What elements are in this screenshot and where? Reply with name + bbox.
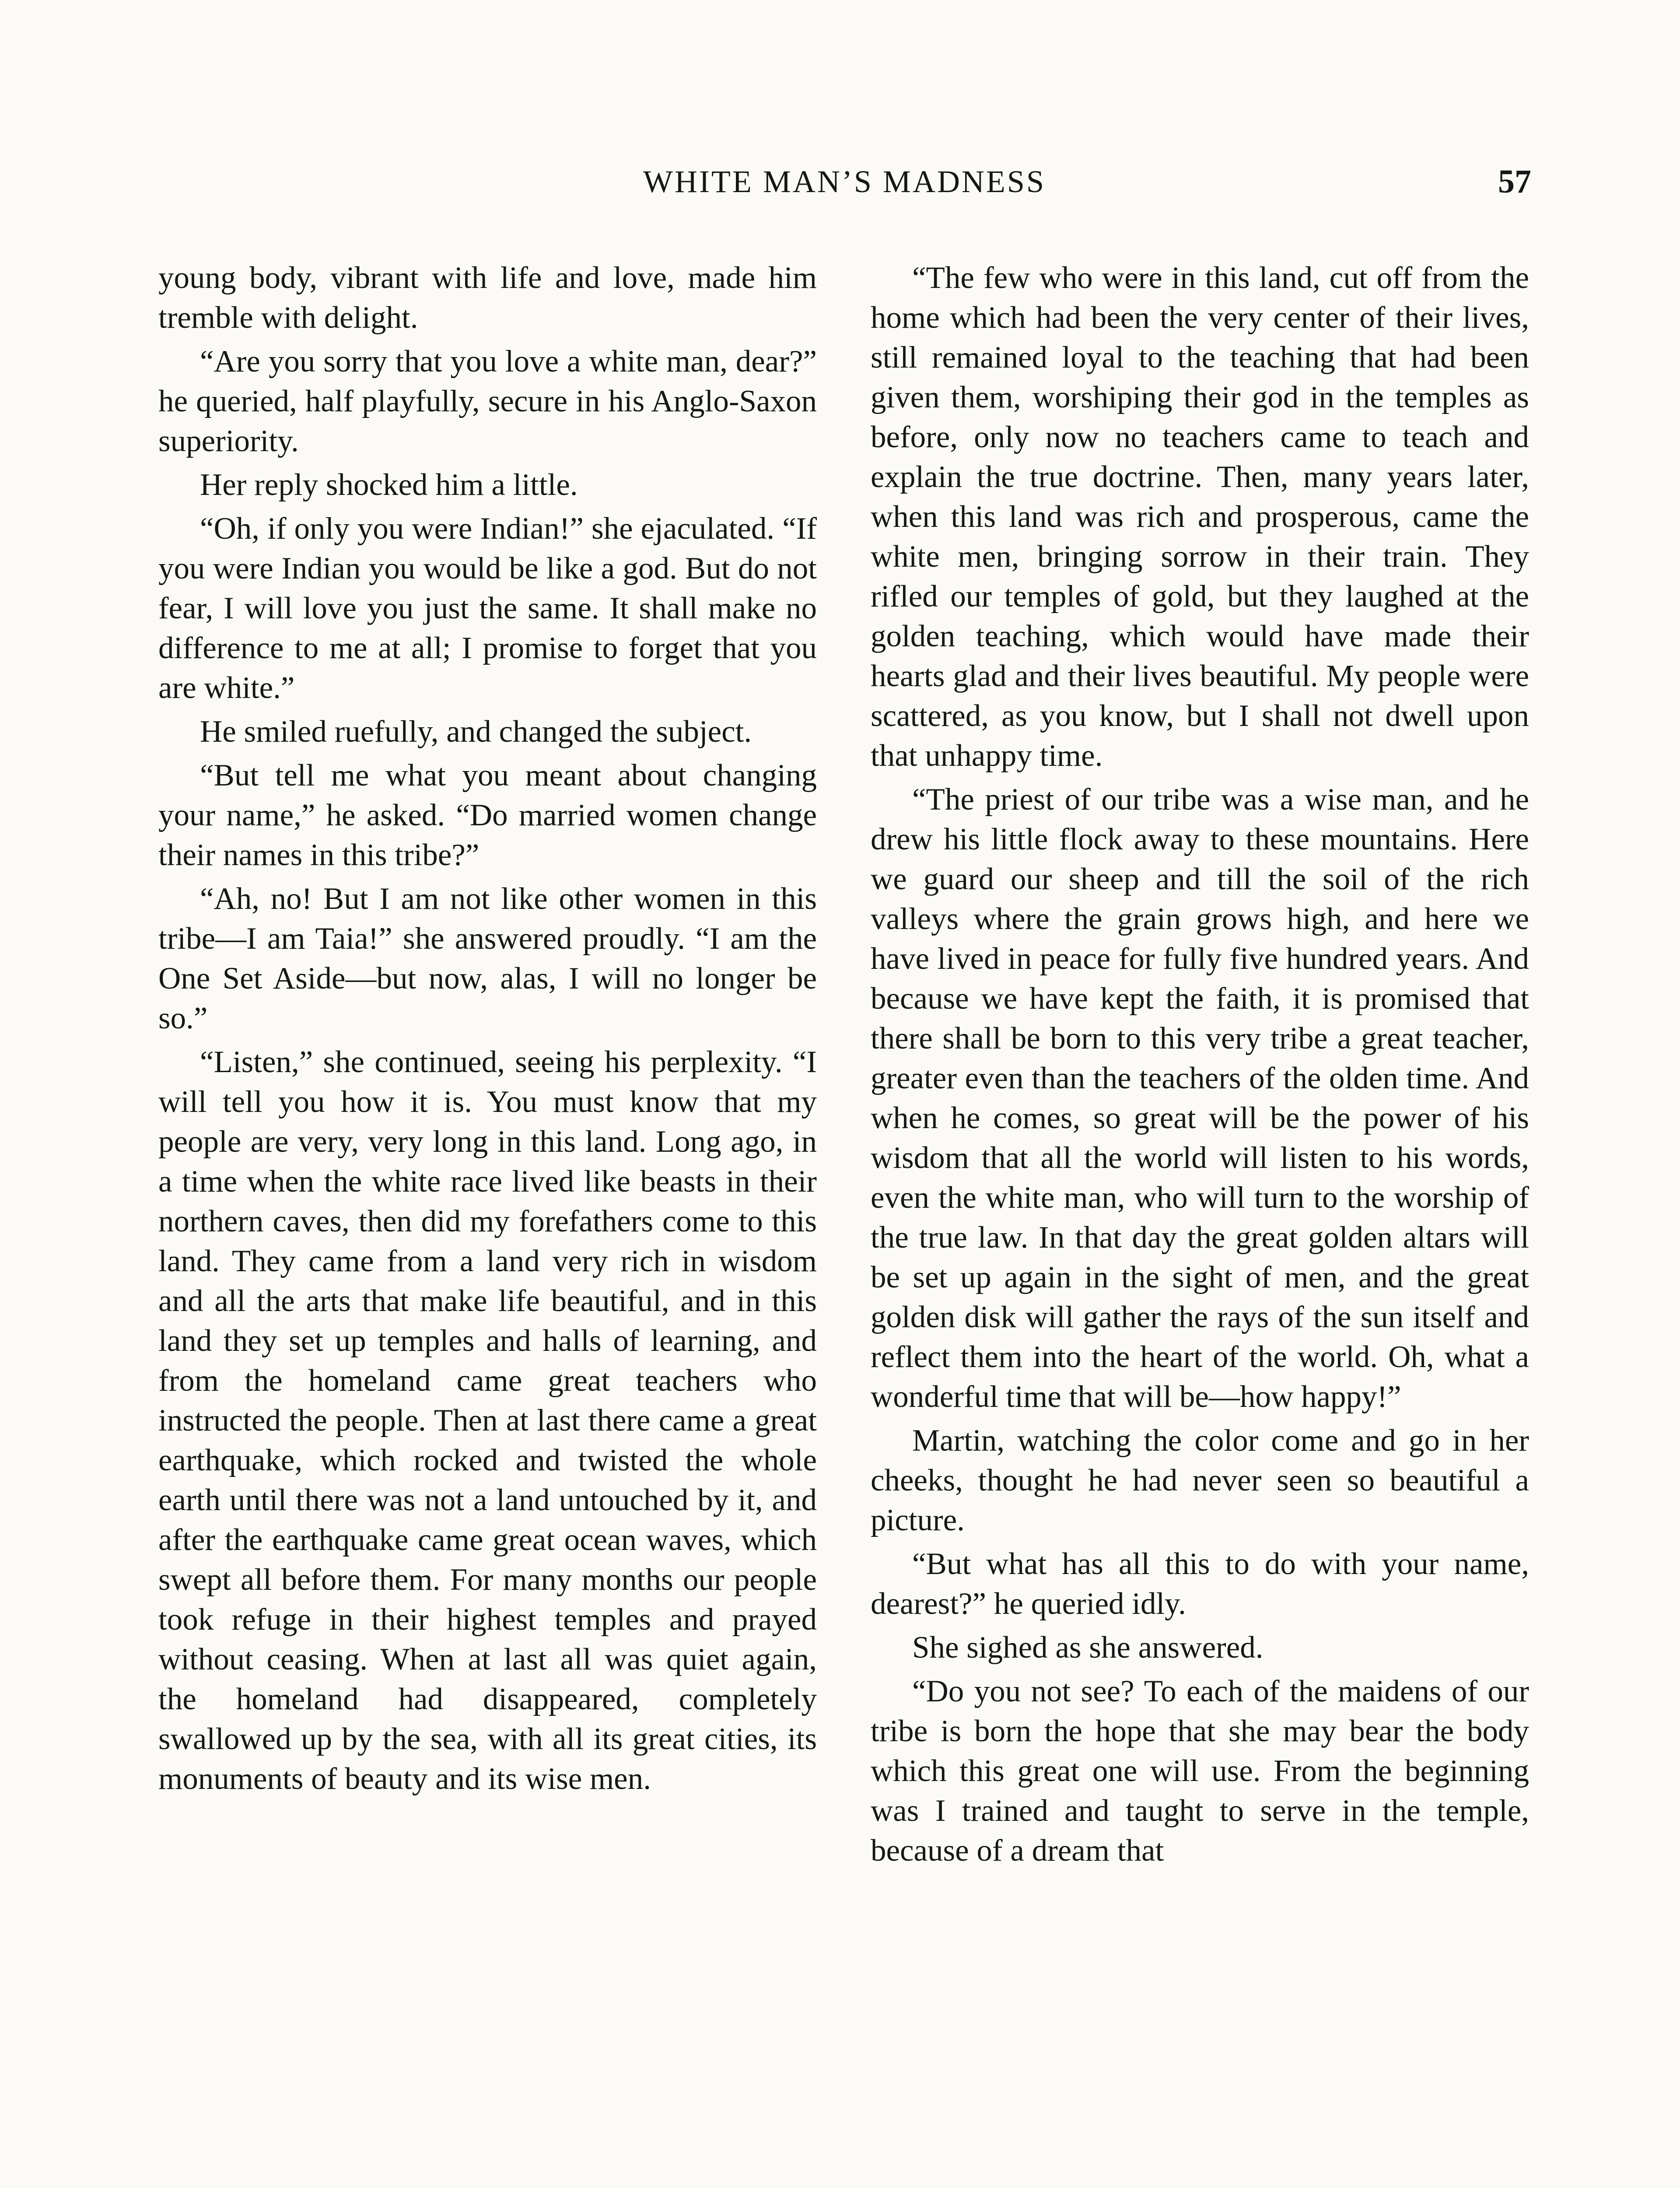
paragraph: “Listen,” she continued, seeing his perplexity. “I will tell you how it is. You must know that my people are very, very long in this land. Long ago, in a time when the white race lived like beasts in their northern caves, then did my forefathers come to this land. They came from a land very rich in wisdom and all the arts that make life beautiful, and in this land they set up temples and halls of learning, and from the homeland came great teachers who instructed the people. Then at last there came a great earthquake, which rocked and twisted the whole earth until there was not a land untouched by it, and after the earthquake came great ocean waves, which swept all before them. For many months our people took refuge in their highest temples and prayed without ceasing. When at last all was quiet again, the homeland had disappeared, completely swallowed up by the sea, with all its great cities, its monuments of beauty and its wise men. bbox=[158, 1045, 817, 1796]
paragraph: “Ah, no! But I am not like other women in this tribe—I am Taia!” she answered proudly. “I am the One Set Aside—but now, alas, I will no longer be so.” bbox=[158, 882, 817, 1035]
paragraph: He smiled ruefully, and changed the subject. bbox=[200, 715, 752, 749]
paragraph: Her reply shocked him a little. bbox=[200, 468, 578, 502]
paragraph: “The priest of our tribe was a wise man, and he drew his little flock away to these mountains. Here we guard our sheep and till the soil of the rich valleys where the grain grows high, and here we have lived in peace for fully five hundred years. And because we have kept the faith, it is promised that there shall be born to this very tribe a great teacher, greater even than the teachers of the olden time. And when he comes, so great will be the power of his wisdom that all the world will listen to his words, even the white man, who will turn to the worship of the true law. In that day the great golden altars will be set up again in the sight of men, and the great golden disk will gather the rays of the sun itself and reflect them into the heart of the world. Oh, what a wonderful time that will be—how happy!” bbox=[871, 782, 1529, 1414]
paragraph: “But tell me what you meant about changing your name,” he asked. “Do married women change their names in this tribe?” bbox=[158, 758, 817, 872]
running-head bbox=[158, 158, 1531, 206]
paragraph: young body, vibrant with life and love, made him tremble with delight. bbox=[158, 261, 817, 335]
paragraph: “Are you sorry that you love a white man, dear?” he queried, half playfully, secure in his Anglo-Saxon superiority. bbox=[158, 344, 817, 458]
paragraph: “Do you not see? To each of the maidens of our tribe is born the hope that she may bear the body which this great one will use. From the beginning was I trained and taught to serve in the temple, because of a dream that bbox=[871, 1674, 1529, 1868]
paragraph: “But what has all this to do with your name, dearest?” he queried idly. bbox=[871, 1547, 1529, 1621]
page-number: 57 bbox=[1498, 163, 1531, 200]
left-column bbox=[158, 258, 817, 1803]
paragraph: She sighed as she answered. bbox=[912, 1630, 1264, 1665]
running-title: WHITE MAN’S MADNESS bbox=[643, 164, 1046, 199]
paragraph: “The few who were in this land, cut off from the home which had been the very center of their lives, still remained loyal to the teaching that had been given them, worshiping their god in the temples as before, only now no teachers came to teach and explain the true doctrine. Then, many years later, when this land was rich and prosperous, came the white men, bringing sorrow in their train. They rifled our temples of gold, but they laughed at the golden teaching, which would have made their hearts glad and their lives beautiful. My people were scattered, as you know, but I shall not dwell upon that unhappy time. bbox=[871, 261, 1529, 773]
right-column bbox=[871, 258, 1529, 1875]
paragraph: “Oh, if only you were Indian!” she ejaculated. “If you were Indian you would be like a god. But do not fear, I will love you just the same. It shall make no difference to me at all; I promise to forget that you are white.” bbox=[158, 512, 817, 705]
paragraph: Martin, watching the color come and go in her cheeks, thought he had never seen so beautiful a picture. bbox=[871, 1424, 1529, 1537]
